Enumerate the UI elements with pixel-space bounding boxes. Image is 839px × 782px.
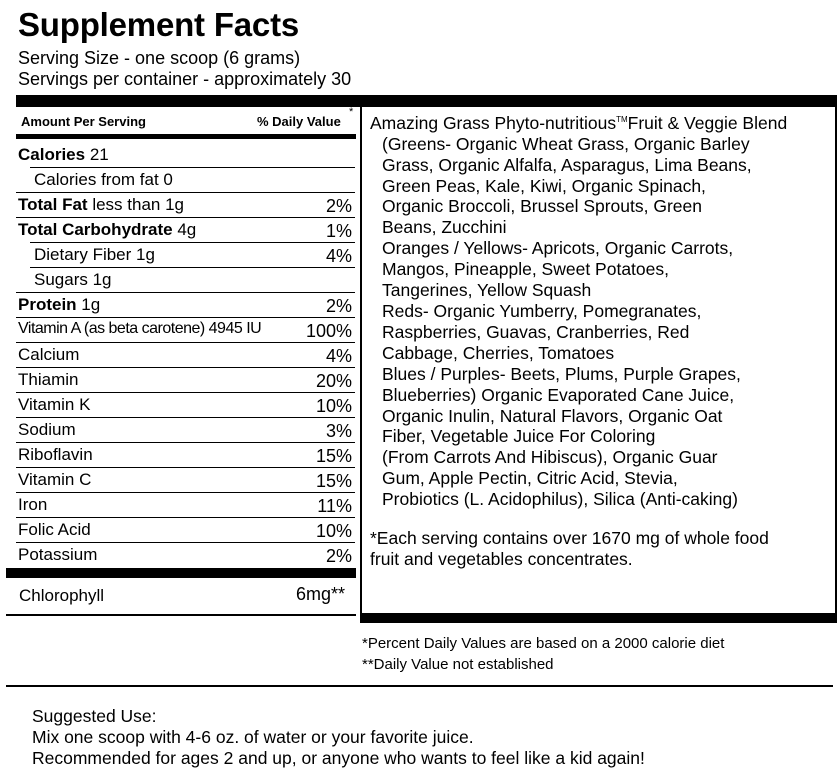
nutrient-dv: 2% <box>325 546 352 566</box>
nutrient-row <box>18 367 355 392</box>
blend-line: Probiotics (L. Acidophilus), Silica (Anti-caking) <box>382 489 738 510</box>
calories-value: 21 <box>89 145 109 164</box>
nutrient-row <box>18 417 355 442</box>
total-fat-amount: less than 1g <box>92 195 184 214</box>
nutrient-row <box>18 392 355 417</box>
chlorophyll-underline <box>6 614 356 616</box>
sugars-row <box>18 267 355 292</box>
total-fat-dv: 2% <box>325 196 352 216</box>
footnote-daily-values: *Percent Daily Values are based on a 2000 calorie diet <box>362 635 725 652</box>
dietary-fiber-dv: 4% <box>325 246 352 266</box>
calories-from-fat-row <box>18 167 355 192</box>
blend-line: (From Carrots And Hibiscus), Organic Guar <box>382 447 718 468</box>
blend-line: Raspberries, Guavas, Cranberries, Red <box>382 321 690 342</box>
nutrient-dv: 100% <box>305 321 352 341</box>
nutrient-label: Sodium <box>18 420 76 439</box>
amount-per-serving-header: Amount Per Serving <box>21 114 146 129</box>
blend-line: Cabbage, Cherries, Tomatoes <box>382 342 615 363</box>
blend-line: Blues / Purples- Beets, Plums, Purple Grapes, <box>382 363 741 384</box>
nutrient-dv: 10% <box>315 521 352 541</box>
panel-left-border <box>360 107 362 618</box>
panel-bottom-bar <box>360 613 837 623</box>
total-carbohydrate-label: Total Carbohydrate <box>18 220 173 239</box>
nutrient-label: Vitamin C <box>18 470 92 489</box>
header-rule <box>16 134 356 139</box>
blend-line: Grass, Organic Alfalfa, Asparagus, Lima Beans, <box>382 154 752 175</box>
nutrient-dv: 11% <box>317 496 352 516</box>
total-fat-label: Total Fat <box>18 195 88 214</box>
nutrient-dv: 10% <box>315 396 352 416</box>
blend-line: Gum, Apple Pectin, Citric Acid, Stevia, <box>382 468 678 489</box>
nutrient-row <box>18 492 355 517</box>
nutrient-label: Vitamin A (as beta carotene) 4945 IU <box>18 320 262 337</box>
nutrient-row <box>18 442 355 467</box>
calories-label: Calories <box>18 145 86 164</box>
daily-value-header: % Daily Value <box>257 114 341 129</box>
nutrient-dv: 3% <box>325 421 352 441</box>
total-carbohydrate-row <box>18 217 355 242</box>
blend-title-end: Fruit & Veggie Blend <box>627 112 788 133</box>
nutrient-label: Vitamin K <box>18 395 91 414</box>
servings-per-container: Servings per container - approximately 30 <box>18 69 352 89</box>
nutrient-row <box>18 517 355 542</box>
suggested-use-heading: Suggested Use: <box>32 706 157 726</box>
protein-dv: 2% <box>325 296 352 316</box>
nutrient-row <box>18 317 355 342</box>
blend-line: Beans, Zucchini <box>382 217 507 238</box>
blend-line: Organic Inulin, Natural Flavors, Organic Oat <box>382 405 723 426</box>
chlorophyll-value: 6mg** <box>296 584 346 604</box>
chlorophyll-bar <box>6 568 356 578</box>
protein-amount: 1g <box>81 295 101 314</box>
suggested-use-line: Mix one scoop with 4-6 oz. of water or your favorite juice. <box>32 727 474 747</box>
nutrient-label: Potassium <box>18 545 98 564</box>
serving-note-line: *Each serving contains over 1670 mg of whole food <box>370 528 769 548</box>
nutrient-row <box>18 542 355 567</box>
suggested-use-line: Recommended for ages 2 and up, or anyone who wants to feel like a kid again! <box>32 748 645 768</box>
panel-right-border <box>835 107 837 618</box>
nutrient-dv: 15% <box>315 471 352 491</box>
nutrient-dv: 4% <box>325 346 352 366</box>
blend-line: Blueberries) Organic Evaporated Cane Juice, <box>382 384 735 405</box>
blend-line: Tangerines, Yellow Squash <box>382 280 592 301</box>
protein-label: Protein <box>18 295 77 314</box>
serving-note <box>370 528 769 570</box>
dietary-fiber-label: Dietary Fiber 1g <box>34 245 155 264</box>
serving-size: Serving Size - one scoop (6 grams) <box>18 48 301 68</box>
blend-line: Oranges / Yellows- Apricots, Organic Carrots, <box>382 238 734 259</box>
total-carbohydrate-dv: 1% <box>325 221 352 241</box>
footnote-not-established: **Daily Value not established <box>362 656 554 673</box>
top-thick-bar <box>16 95 837 107</box>
daily-value-asterisk: * <box>349 106 354 118</box>
blend-line: (Greens- Organic Wheat Grass, Organic Barley <box>382 133 750 154</box>
ingredient-blend <box>370 110 830 510</box>
trademark-mark: TM <box>616 115 628 124</box>
blend-line: Organic Broccoli, Brussel Sprouts, Green <box>382 196 702 217</box>
nutrient-label: Riboflavin <box>18 445 93 464</box>
nutrient-label: Thiamin <box>18 370 79 389</box>
nutrient-row <box>18 467 355 492</box>
calories-from-fat: Calories from fat 0 <box>34 170 173 189</box>
nutrient-dv: 20% <box>315 371 352 391</box>
blend-line: Reds- Organic Yumberry, Pomegranates, <box>382 300 702 321</box>
total-fat-row <box>18 192 355 217</box>
dietary-fiber-row <box>18 242 355 267</box>
blend-line: Green Peas, Kale, Kiwi, Organic Spinach, <box>382 175 706 196</box>
serving-note-line: fruit and vegetables concentrates. <box>370 549 633 569</box>
blend-title-text: Amazing Grass Phyto-nutritious <box>370 112 617 133</box>
nutrient-row <box>18 342 355 367</box>
sugars-label: Sugars 1g <box>34 270 112 289</box>
blend-title <box>370 110 830 134</box>
suggested-use-divider <box>6 685 833 687</box>
total-carbohydrate-amount: 4g <box>177 220 197 239</box>
nutrient-label: Folic Acid <box>18 520 91 539</box>
nutrient-label: Calcium <box>18 345 80 364</box>
nutrient-dv: 15% <box>315 446 352 466</box>
blend-line: Fiber, Vegetable Juice For Coloring <box>382 426 656 447</box>
nutrient-label: Iron <box>18 495 48 514</box>
protein-row <box>18 292 355 317</box>
blend-line: Mangos, Pineapple, Sweet Potatoes, <box>382 259 669 280</box>
calories-row <box>18 142 355 167</box>
chlorophyll-label: Chlorophyll <box>19 586 105 605</box>
label-title: Supplement Facts <box>18 6 300 43</box>
